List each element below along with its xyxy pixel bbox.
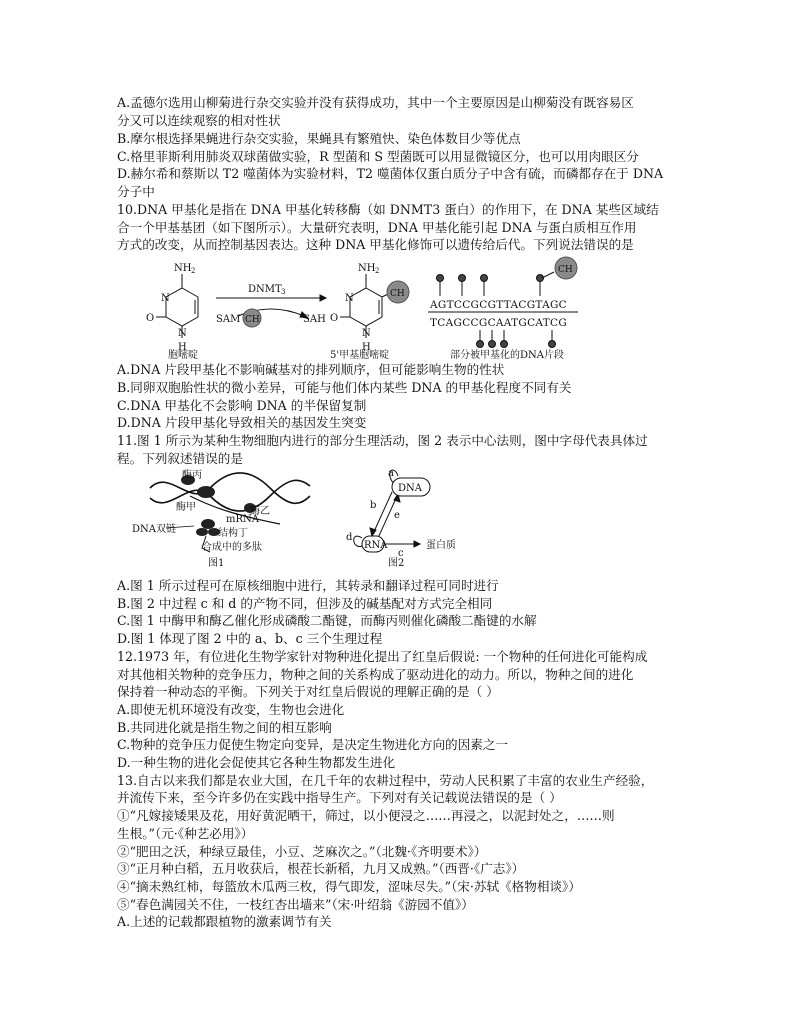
cytosine-label: 胞嘧啶 bbox=[168, 350, 198, 360]
q12-stem-line2: 对其他相关物种的竞争压力，物种之间的关系构成了驱动进化的动力。所以，物种之间的进化 bbox=[117, 667, 634, 682]
q12-option-b: B.共同进化就是指生物之间的相互影响 bbox=[117, 720, 332, 735]
q10-option-b: B.同卵双胞胎性状的微小差异，可能与他们体内某些 DNA 的甲基化程度不同有关 bbox=[117, 380, 572, 395]
q13-option-a: A.上述的记载都跟植物的激素调节有关 bbox=[117, 914, 332, 929]
label-mrna: mRNA bbox=[226, 514, 259, 525]
methylcytosine-n3: N bbox=[345, 293, 354, 304]
q10-option-d: D.DNA 片段甲基化导致相关的基因发生突变 bbox=[117, 415, 367, 430]
fragment-label: 部分被甲基化的DNA片段 bbox=[450, 350, 564, 360]
q13-item2: ②“肥田之沃，种绿豆最佳，小豆、芝麻次之。”（北魏·《齐明要术》） bbox=[117, 844, 487, 859]
label-dna-chain: DNA双链 bbox=[132, 524, 176, 535]
q13-item3: ③“正月种白稻，五月收获后，根茬长新稻，九月又成熟。”（西晋·《广志》） bbox=[117, 861, 525, 876]
q9-option-a-line1: A.孟德尔选用山柳菊进行杂交实验并没有获得成功，其中一个主要原因是山柳菊没有既容易区 bbox=[117, 95, 634, 110]
cytosine-n3: N bbox=[161, 293, 170, 304]
label-fig1: 图1 bbox=[208, 558, 225, 569]
label-structure-ding: 结构丁 bbox=[218, 528, 248, 539]
label-b: b bbox=[370, 500, 377, 511]
label-polypeptide: 合成中的多肽 bbox=[202, 542, 262, 553]
methylcytosine-n1: N bbox=[362, 328, 371, 339]
methylcytosine-nh2: NH bbox=[358, 263, 376, 274]
q9-option-c: C.格里菲斯利用肺炎双球菌做实验，R 型菌和 S 型菌既可以用显微镜区分，也可以用肉眼区分 bbox=[117, 149, 639, 164]
q11-option-d: D.图 1 体现了图 2 中的 a、b、c 三个生理过程 bbox=[117, 631, 383, 646]
q11-stem-line1: 11.图 1 所示为某种生物细胞内进行的部分生理活动，图 2 表示中心法则，图中字母代表具体过 bbox=[117, 433, 648, 448]
q13-item1-line1: ①“凡嫁接矮果及花，用好黄泥晒干，筛过，以小便浸之……再浸之，以泥封处之，……则 bbox=[117, 808, 615, 823]
q12-option-d: D.一种生物的进化会促使其它各种生物都发生进化 bbox=[117, 755, 396, 770]
gene-expression-figure bbox=[130, 466, 490, 572]
dna-methylation-figure bbox=[140, 256, 600, 360]
q12-option-c: C.物种的竞争压力促使生物定向变异，是决定生物进化方向的因素之一 bbox=[117, 737, 509, 752]
label-dna: DNA bbox=[398, 483, 422, 494]
cytosine-structure bbox=[156, 274, 198, 338]
cytosine-o: O bbox=[146, 313, 155, 324]
methylcytosine-label: 5'甲基胞嘧啶 bbox=[330, 350, 390, 360]
label-enzyme-bing: 酶丙 bbox=[182, 470, 202, 481]
dna-bottom-strand: TCAGCCGCAATGCATCG bbox=[430, 317, 568, 329]
q11-option-a: A.图 1 所示过程可在原核细胞中进行，其转录和翻译过程可同时进行 bbox=[117, 578, 499, 593]
dna-top-strand: AGTCCGCGTTACGTAGC bbox=[430, 299, 568, 311]
q10-stem-line1: 10.DNA 甲基化是指在 DNA 甲基化转移酶（如 DNMT3 蛋白）的作用下，在 DNA 某些区域结 bbox=[117, 202, 659, 217]
q13-item5: ⑤“春色满园关不住，一枝红杏出墙来”（宋·叶绍翁《游园不值》） bbox=[117, 897, 474, 912]
q10-stem-line3: 方式的改变，从而控制基因表达。这种 DNA 甲基化修饰可以遗传给后代。下列说法错误的是 bbox=[117, 237, 634, 252]
label-rna: RNA bbox=[364, 540, 388, 551]
sam-ch: CH bbox=[245, 315, 260, 325]
q10-option-a: A.DNA 片段甲基化不影响碱基对的排列顺序，但可能影响生物的性状 bbox=[117, 362, 505, 377]
q10-stem-line2: 合一个甲基基团（如下图所示）。大量研究表明，DNA 甲基化能引起 DNA 与蛋白质相互作用 bbox=[117, 220, 637, 235]
cytosine-nh2: NH bbox=[174, 263, 192, 274]
cytosine-n1: N bbox=[178, 328, 187, 339]
q9-option-d-line1: D.赫尔希和蔡斯以 T2 噬菌体为实验材料，T2 噬菌体仅蛋白质分子中含有硫，而磷都存在于 DNA bbox=[117, 166, 664, 181]
q12-stem-line3: 保持着一种动态的平衡。下列关于对红皇后假说的理解正确的是（ ） bbox=[117, 684, 499, 699]
methylcytosine-h: H bbox=[362, 342, 371, 353]
fragment-ch: CH bbox=[558, 265, 573, 275]
sam-label: SAM bbox=[216, 314, 241, 325]
q12-option-a: A.即使无机环境没有改变，生物也会进化 bbox=[117, 702, 345, 717]
q9-option-d-line2: 分子中 bbox=[117, 184, 155, 199]
q13-stem-line2: 并流传下来，至今许多仍在实践中指导生产。下列对有关记载说法错误的是（ ） bbox=[117, 790, 562, 805]
label-d: d bbox=[346, 532, 353, 543]
q13-item1-line2: 生根。”（元·《种艺必用》） bbox=[117, 826, 254, 841]
q12-stem-line1: 12.1973 年，有位进化生物学家针对物种进化提出了红皇后假说: 一个物种的任何进化可能构成 bbox=[117, 649, 648, 664]
label-a: a bbox=[388, 468, 394, 479]
sah-label: SAH bbox=[303, 314, 326, 325]
structure-ding bbox=[196, 519, 220, 536]
enzyme-dnmt3: DNMT bbox=[248, 284, 282, 295]
label-e: e bbox=[394, 510, 400, 521]
label-protein: 蛋白质 bbox=[426, 540, 456, 551]
cytosine-nh2-sub: 2 bbox=[191, 267, 196, 275]
q11-option-c: C.图 1 中酶甲和酶乙催化形成磷酸二酯键，而酶丙则催化磷酸二酯键的水解 bbox=[117, 613, 537, 628]
methylcytosine-nh2-sub: 2 bbox=[375, 267, 380, 275]
q13-stem-line1: 13.自古以来我们都是农业大国，在几千年的农耕过程中，劳动人民积累了丰富的农业生产经验， bbox=[117, 773, 654, 788]
cytosine-h: H bbox=[178, 342, 187, 353]
label-c: c bbox=[398, 548, 404, 559]
label-enzyme-yi: 酶乙 bbox=[250, 506, 270, 517]
q13-item4: ④“摘未熟红柿，每篮放木瓜两三枚，得气即发，涩味尽失。”（宋·苏轼《格物相谈》） bbox=[117, 879, 581, 894]
label-enzyme-jia: 酶甲 bbox=[176, 502, 196, 513]
q11-stem-line2: 程。下列叙述错误的是 bbox=[117, 451, 243, 466]
enzyme-dnmt3-sub: 3 bbox=[281, 288, 286, 296]
methylcytosine-o: O bbox=[330, 313, 339, 324]
label-fig2: 图2 bbox=[388, 558, 405, 569]
methyl-ch: CH bbox=[390, 289, 405, 299]
q10-option-c: C.DNA 甲基化不会影响 DNA 的半保留复制 bbox=[117, 398, 367, 413]
q9-option-a-line2: 分又可以连续观察的相对性状 bbox=[117, 113, 281, 128]
enzyme-jia-blob bbox=[197, 486, 215, 498]
q11-option-b: B.图 2 中过程 c 和 d 的产物不同，但涉及的碱基配对方式完全相同 bbox=[117, 596, 493, 611]
q9-option-b: B.摩尔根选择果蝇进行杂交实验，果蝇具有繁殖快、染色体数目少等优点 bbox=[117, 131, 521, 146]
